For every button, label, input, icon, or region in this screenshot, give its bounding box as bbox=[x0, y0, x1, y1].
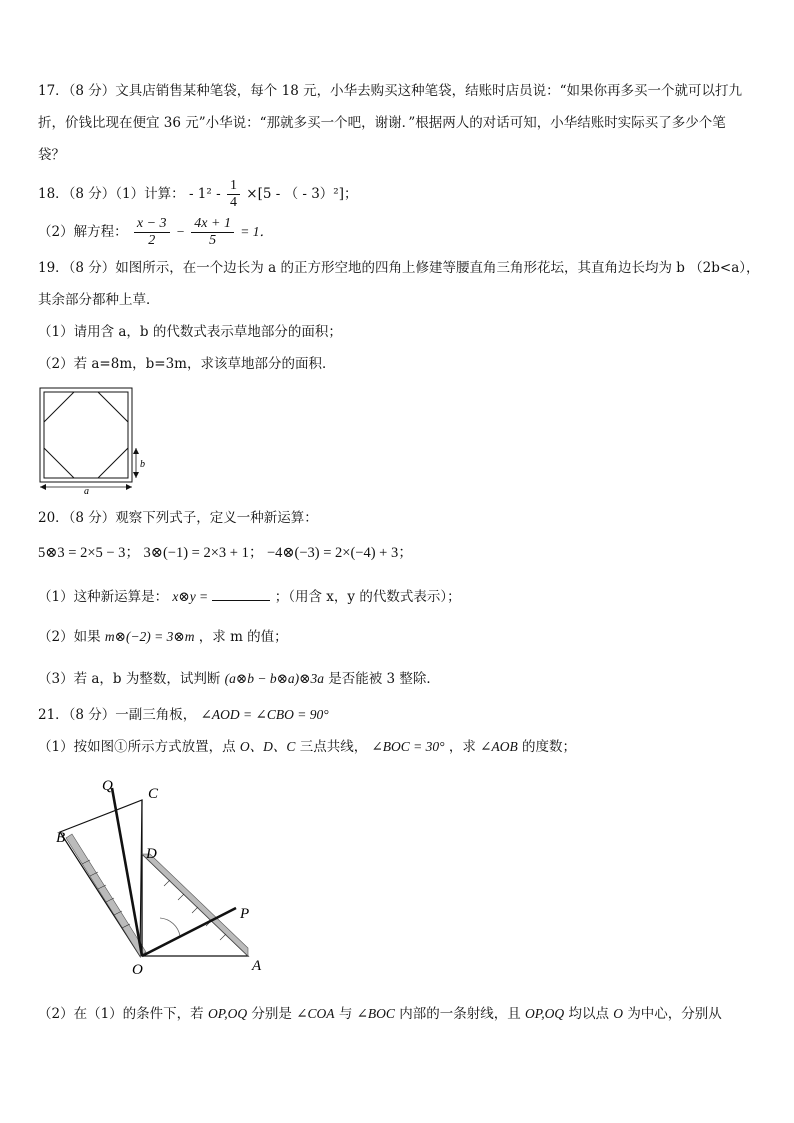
q20-part1-b: ；（用含 x，y 的代数式表示）； bbox=[274, 589, 461, 605]
q21-label-C: C bbox=[148, 786, 159, 802]
q21-part2-c: 与 bbox=[338, 1006, 353, 1022]
q20-part1 bbox=[38, 588, 461, 606]
q21-part1-a: （1）按如图①所示方式放置，点 bbox=[38, 739, 236, 755]
q21-label-Q: Q bbox=[102, 778, 113, 794]
q20-part3-a: （3）若 a，b 为整数，试判断 bbox=[38, 671, 221, 687]
q21-part2-e: 均以点 bbox=[568, 1006, 609, 1022]
q20-part2 bbox=[38, 628, 288, 646]
q19-part1: （1）请用含 a，b 的代数式表示草地部分的面积； bbox=[38, 324, 342, 340]
q18-head: 18．（8 分）（1）计算： bbox=[38, 186, 185, 202]
q21-part1-d: 的度数； bbox=[522, 739, 577, 755]
q21-part1-ask: ∠AOB bbox=[480, 739, 518, 754]
q18-f1-den: 2 bbox=[148, 233, 156, 248]
q19-label-a: a bbox=[84, 486, 89, 494]
q17-line1: 17．（8 分）文具店销售某种笔袋，每个 18 元，小华去购买这种笔袋，结账时店员说：“如果你再多买一个就可以打九 bbox=[38, 83, 742, 99]
q20-part2-b: ，求 m 的值； bbox=[198, 629, 288, 645]
q17-line3: 袋？ bbox=[38, 147, 65, 163]
q21-label-A: A bbox=[252, 958, 262, 974]
q18-equals: = 1． bbox=[240, 224, 273, 239]
q21-part2-b: 分别是 bbox=[251, 1006, 292, 1022]
q18-frac1 bbox=[134, 216, 170, 249]
q19-label-b: b bbox=[140, 459, 145, 470]
q21-part2-ang2: ∠BOC bbox=[356, 1006, 395, 1021]
q21-head-expr: ∠AOD = ∠CBO = 90° bbox=[200, 707, 329, 722]
q21-part1-pts: O、D、C bbox=[239, 739, 296, 754]
q21-label-O: O bbox=[132, 962, 143, 978]
q20-answer-blank[interactable] bbox=[212, 588, 270, 601]
q20-part3-expr: (a⊗b − b⊗a)⊗3a bbox=[224, 671, 324, 686]
q21-part1-angle: ∠BOC = 30° bbox=[371, 739, 445, 754]
q20-part2-a: （2）如果 bbox=[38, 629, 101, 645]
q20-part3 bbox=[38, 670, 440, 688]
q18-frac-den: 4 bbox=[229, 195, 237, 210]
q18-fraction bbox=[227, 178, 240, 211]
q17-line2: 折，价钱比现在便宜 36 元”小华说：“那就多买一个吧，谢谢．”根据两人的对话可知，小华结账时实际买了多少个笔 bbox=[38, 115, 726, 131]
q18-part2-label: （2）解方程： bbox=[38, 224, 128, 240]
q20-part1-expr: x⊗y = bbox=[172, 589, 209, 604]
q21-head-a: 21．（8 分）一副三角板， bbox=[38, 707, 197, 723]
q19-part2: （2）若 a=8m，b=3m，求该草地部分的面积． bbox=[38, 356, 336, 372]
q21-part2-ang1: ∠COA bbox=[296, 1006, 335, 1021]
q18-line1 bbox=[38, 178, 358, 211]
q20-part3-b: 是否能被 3 整除． bbox=[328, 671, 440, 687]
q18-minus: − bbox=[175, 224, 185, 239]
q21-part2-rays: OP,OQ bbox=[207, 1006, 248, 1021]
q18-expr-a: - 1² - bbox=[188, 186, 221, 202]
q19-line2: 其余部分都种上草． bbox=[38, 292, 160, 308]
q21-part2-rays2: OP,OQ bbox=[525, 1006, 565, 1021]
q21-part1-b: 三点共线， bbox=[299, 739, 368, 755]
q21-part1 bbox=[38, 738, 576, 756]
q18-line2 bbox=[38, 216, 273, 249]
q18-f2-den: 5 bbox=[209, 233, 217, 248]
q20-examples: 5⊗3 = 2×5 − 3； 3⊗(−1) = 2×3 + 1； −4⊗(−3) = 2×(−4) + 3； bbox=[38, 545, 413, 561]
q21-label-P: P bbox=[240, 906, 250, 922]
q21-part2-f: 为中心，分别从 bbox=[627, 1006, 722, 1022]
q21-part2-O: O bbox=[613, 1006, 624, 1021]
q21-part2-d: 内部的一条射线，且 bbox=[399, 1006, 521, 1022]
q18-expr-b: ×[5 - （ - 3）²]； bbox=[246, 186, 358, 202]
q21-head bbox=[38, 706, 329, 724]
q19-square-figure bbox=[36, 384, 156, 494]
q21-part1-c: ，求 bbox=[448, 739, 476, 755]
q21-part2 bbox=[38, 1005, 722, 1023]
q21-label-D: D bbox=[146, 846, 157, 862]
q18-frac2 bbox=[191, 216, 234, 249]
q18-f2-num: 4x + 1 bbox=[191, 216, 234, 233]
q20-head: 20．（8 分）观察下列式子，定义一种新运算： bbox=[38, 510, 318, 526]
q20-part2-expr: m⊗(−2) = 3⊗m bbox=[104, 629, 195, 644]
q18-frac-num: 1 bbox=[227, 178, 240, 195]
q21-part2-a: （2）在（1）的条件下，若 bbox=[38, 1006, 204, 1022]
q19-line1: 19．（8 分）如图所示，在一个边长为 a 的正方形空地的四角上修建等腰直角三角形花坛，其直角边长均为 b （2b<a）， bbox=[38, 260, 760, 276]
q20-part1-a: （1）这种新运算是： bbox=[38, 589, 169, 605]
q21-label-B: B bbox=[56, 830, 66, 846]
q21-triangle-figure bbox=[50, 778, 280, 978]
q18-f1-num: x − 3 bbox=[134, 216, 170, 233]
